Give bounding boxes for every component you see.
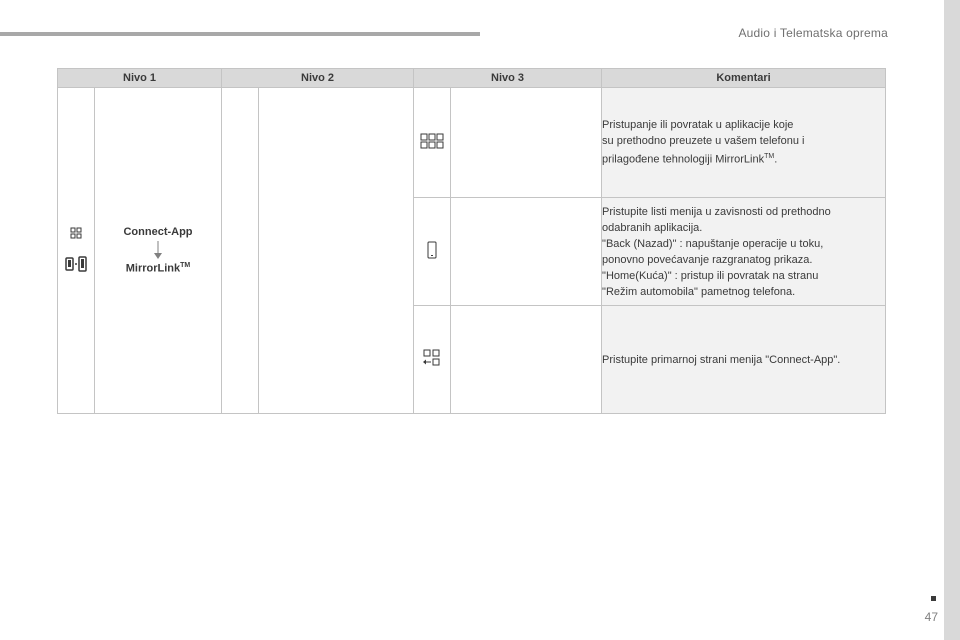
level3-label-cell: [451, 88, 602, 198]
mirrorlink-tm: TM: [180, 262, 191, 270]
comment-cell: Pristupanje ili povratak u aplikacije koje su prethodno preuzete u vašem telefonu i prilagođene tehnologiji MirrorLink™.: [602, 88, 886, 198]
level3-label-cell: [451, 198, 602, 306]
connect-app-grid-icon: [70, 227, 82, 242]
table-header-row: [58, 69, 886, 88]
mirrorlink-label: MirrorLink™: [125, 262, 191, 275]
comment-tm: TM: [764, 153, 775, 161]
comment-cell: [602, 198, 886, 306]
app-grid-icon: [420, 140, 444, 152]
comment-text: Pristupanje ili povratak u aplikacije koje su prethodno preuzete u vašem telefonu i prilagođene tehnologiji MirrorLink: [602, 119, 805, 166]
col-header-level3: Nivo 3: [414, 69, 602, 88]
col-header-comments: Komentari: [602, 69, 886, 88]
level1-icon-cell: [58, 88, 95, 414]
comment-cell: [602, 306, 886, 414]
level2-icon-cell: [222, 88, 259, 414]
comment-text: Pristupite primarnoj strani menija "Connect-App".: [602, 353, 841, 366]
top-rule: [0, 32, 480, 36]
mirrorlink-icon: [65, 256, 87, 275]
back-to-grid-icon: [422, 358, 442, 370]
level3-label-cell: [451, 306, 602, 414]
comment-text: Pristupite listi menija u zavisnosti od prethodno odabranih aplikacija. "Back (Nazad)" : napuštanje operacije u toku, ponovno povećavanje razgranatog prikaza. "Home(Kuća)" : pristup ili povratak na stranu "Režim automobila" pametnog telefona.: [602, 205, 831, 298]
page-number: 47: [924, 610, 938, 624]
level3-icon-cell: [414, 88, 451, 198]
arrow-down-icon: [153, 240, 163, 260]
level1-label-cell: [95, 88, 222, 414]
section-title: Audio i Telematska oprema: [738, 26, 888, 40]
connect-app-label: Connect-App: [123, 226, 193, 239]
phone-icon: [427, 250, 437, 262]
col-header-level2: Nivo 2: [222, 69, 414, 88]
menu-table: [57, 68, 886, 414]
level3-icon-cell: [414, 198, 451, 306]
side-strip: [944, 0, 960, 640]
page-marker: [931, 596, 936, 601]
level2-label-cell: [259, 88, 414, 414]
level3-icon-cell: [414, 306, 451, 414]
table-row: [58, 88, 886, 198]
col-header-level1: Nivo 1: [58, 69, 222, 88]
